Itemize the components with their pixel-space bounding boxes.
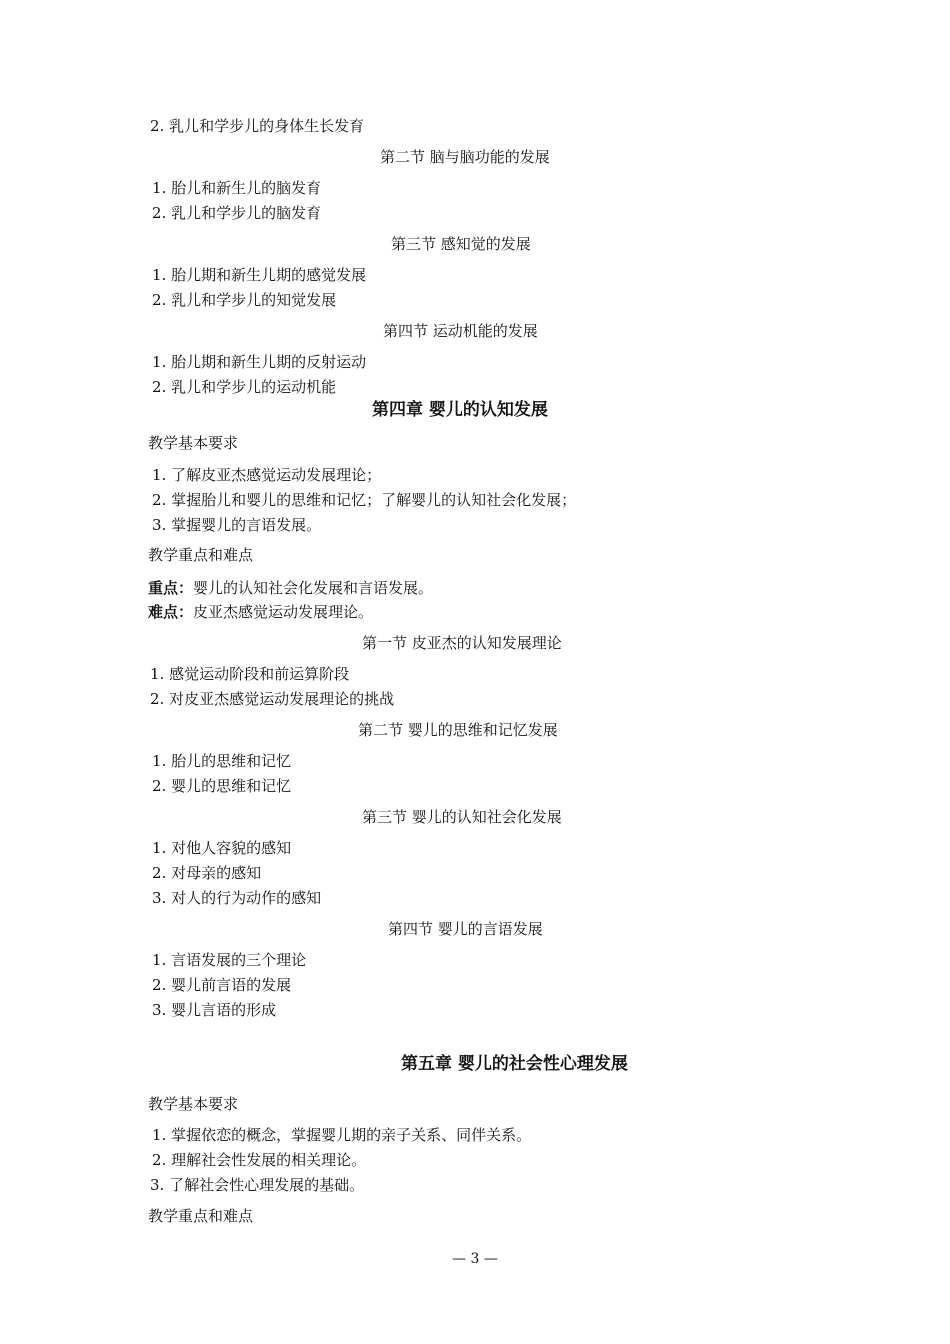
list-item: 1. 胎儿期和新生儿期的感觉发展 [152,266,367,284]
list-item: 1. 胎儿期和新生儿期的反射运动 [152,353,367,371]
subheading: 教学基本要求 [148,434,239,452]
section-title: 第三节 感知觉的发展 [391,235,531,253]
list-item: 1. 掌握依恋的概念，掌握婴儿期的亲子关系、同伴关系。 [152,1126,532,1144]
list-item: 1. 胎儿和新生儿的脑发育 [152,179,322,197]
list-item: 3. 了解社会性心理发展的基础。 [150,1176,365,1194]
subheading: 教学重点和难点 [148,546,254,564]
list-item: 2. 乳儿和学步儿的脑发育 [152,204,322,222]
key-point-text: 婴儿的认知社会化发展和言语发展。 [193,579,434,597]
section-title: 第一节 皮亚杰的认知发展理论 [362,634,562,652]
list-item: 2. 理解社会性发展的相关理论。 [152,1151,367,1169]
subheading: 教学重点和难点 [148,1207,254,1225]
page-number: — 3 — [452,1251,498,1267]
chapter-title: 第四章 婴儿的认知发展 [372,400,548,420]
list-item: 2. 掌握胎儿和婴儿的思维和记忆；了解婴儿的认知社会化发展； [152,491,577,509]
list-item: 1. 胎儿的思维和记忆 [152,752,292,770]
difficulty-point [148,602,373,622]
section-title: 第二节 婴儿的思维和记忆发展 [358,721,558,739]
difficulty-label: 难点： [148,603,194,621]
list-item: 1. 感觉运动阶段和前运算阶段 [150,665,350,683]
list-item: 3. 掌握婴儿的言语发展。 [152,516,322,534]
list-item: 1. 对他人容貌的感知 [152,839,292,857]
list-item: 2. 婴儿的思维和记忆 [152,777,292,795]
list-item: 3. 婴儿言语的形成 [152,1001,277,1019]
list-item: 2. 乳儿和学步儿的运动机能 [152,378,337,396]
subheading: 教学基本要求 [148,1095,239,1113]
list-item: 1. 了解皮亚杰感觉运动发展理论； [152,466,382,484]
section-title: 第三节 婴儿的认知社会化发展 [362,808,562,826]
list-item: 2. 婴儿前言语的发展 [152,976,292,994]
section-title: 第四节 婴儿的言语发展 [388,920,543,938]
section-title: 第四节 运动机能的发展 [383,322,538,340]
key-point [148,578,433,598]
difficulty-text: 皮亚杰感觉运动发展理论。 [193,603,374,621]
list-item: 2. 对母亲的感知 [152,864,262,882]
list-item: 2. 乳儿和学步儿的知觉发展 [152,291,337,309]
chapter-title: 第五章 婴儿的社会性心理发展 [401,1054,628,1074]
list-item: 2. 乳儿和学步儿的身体生长发育 [150,117,365,135]
list-item: 3. 对人的行为动作的感知 [152,889,322,907]
key-point-label: 重点： [148,579,194,597]
section-title: 第二节 脑与脑功能的发展 [380,148,550,166]
list-item: 1. 言语发展的三个理论 [152,951,307,969]
list-item: 2. 对皮亚杰感觉运动发展理论的挑战 [150,690,395,708]
